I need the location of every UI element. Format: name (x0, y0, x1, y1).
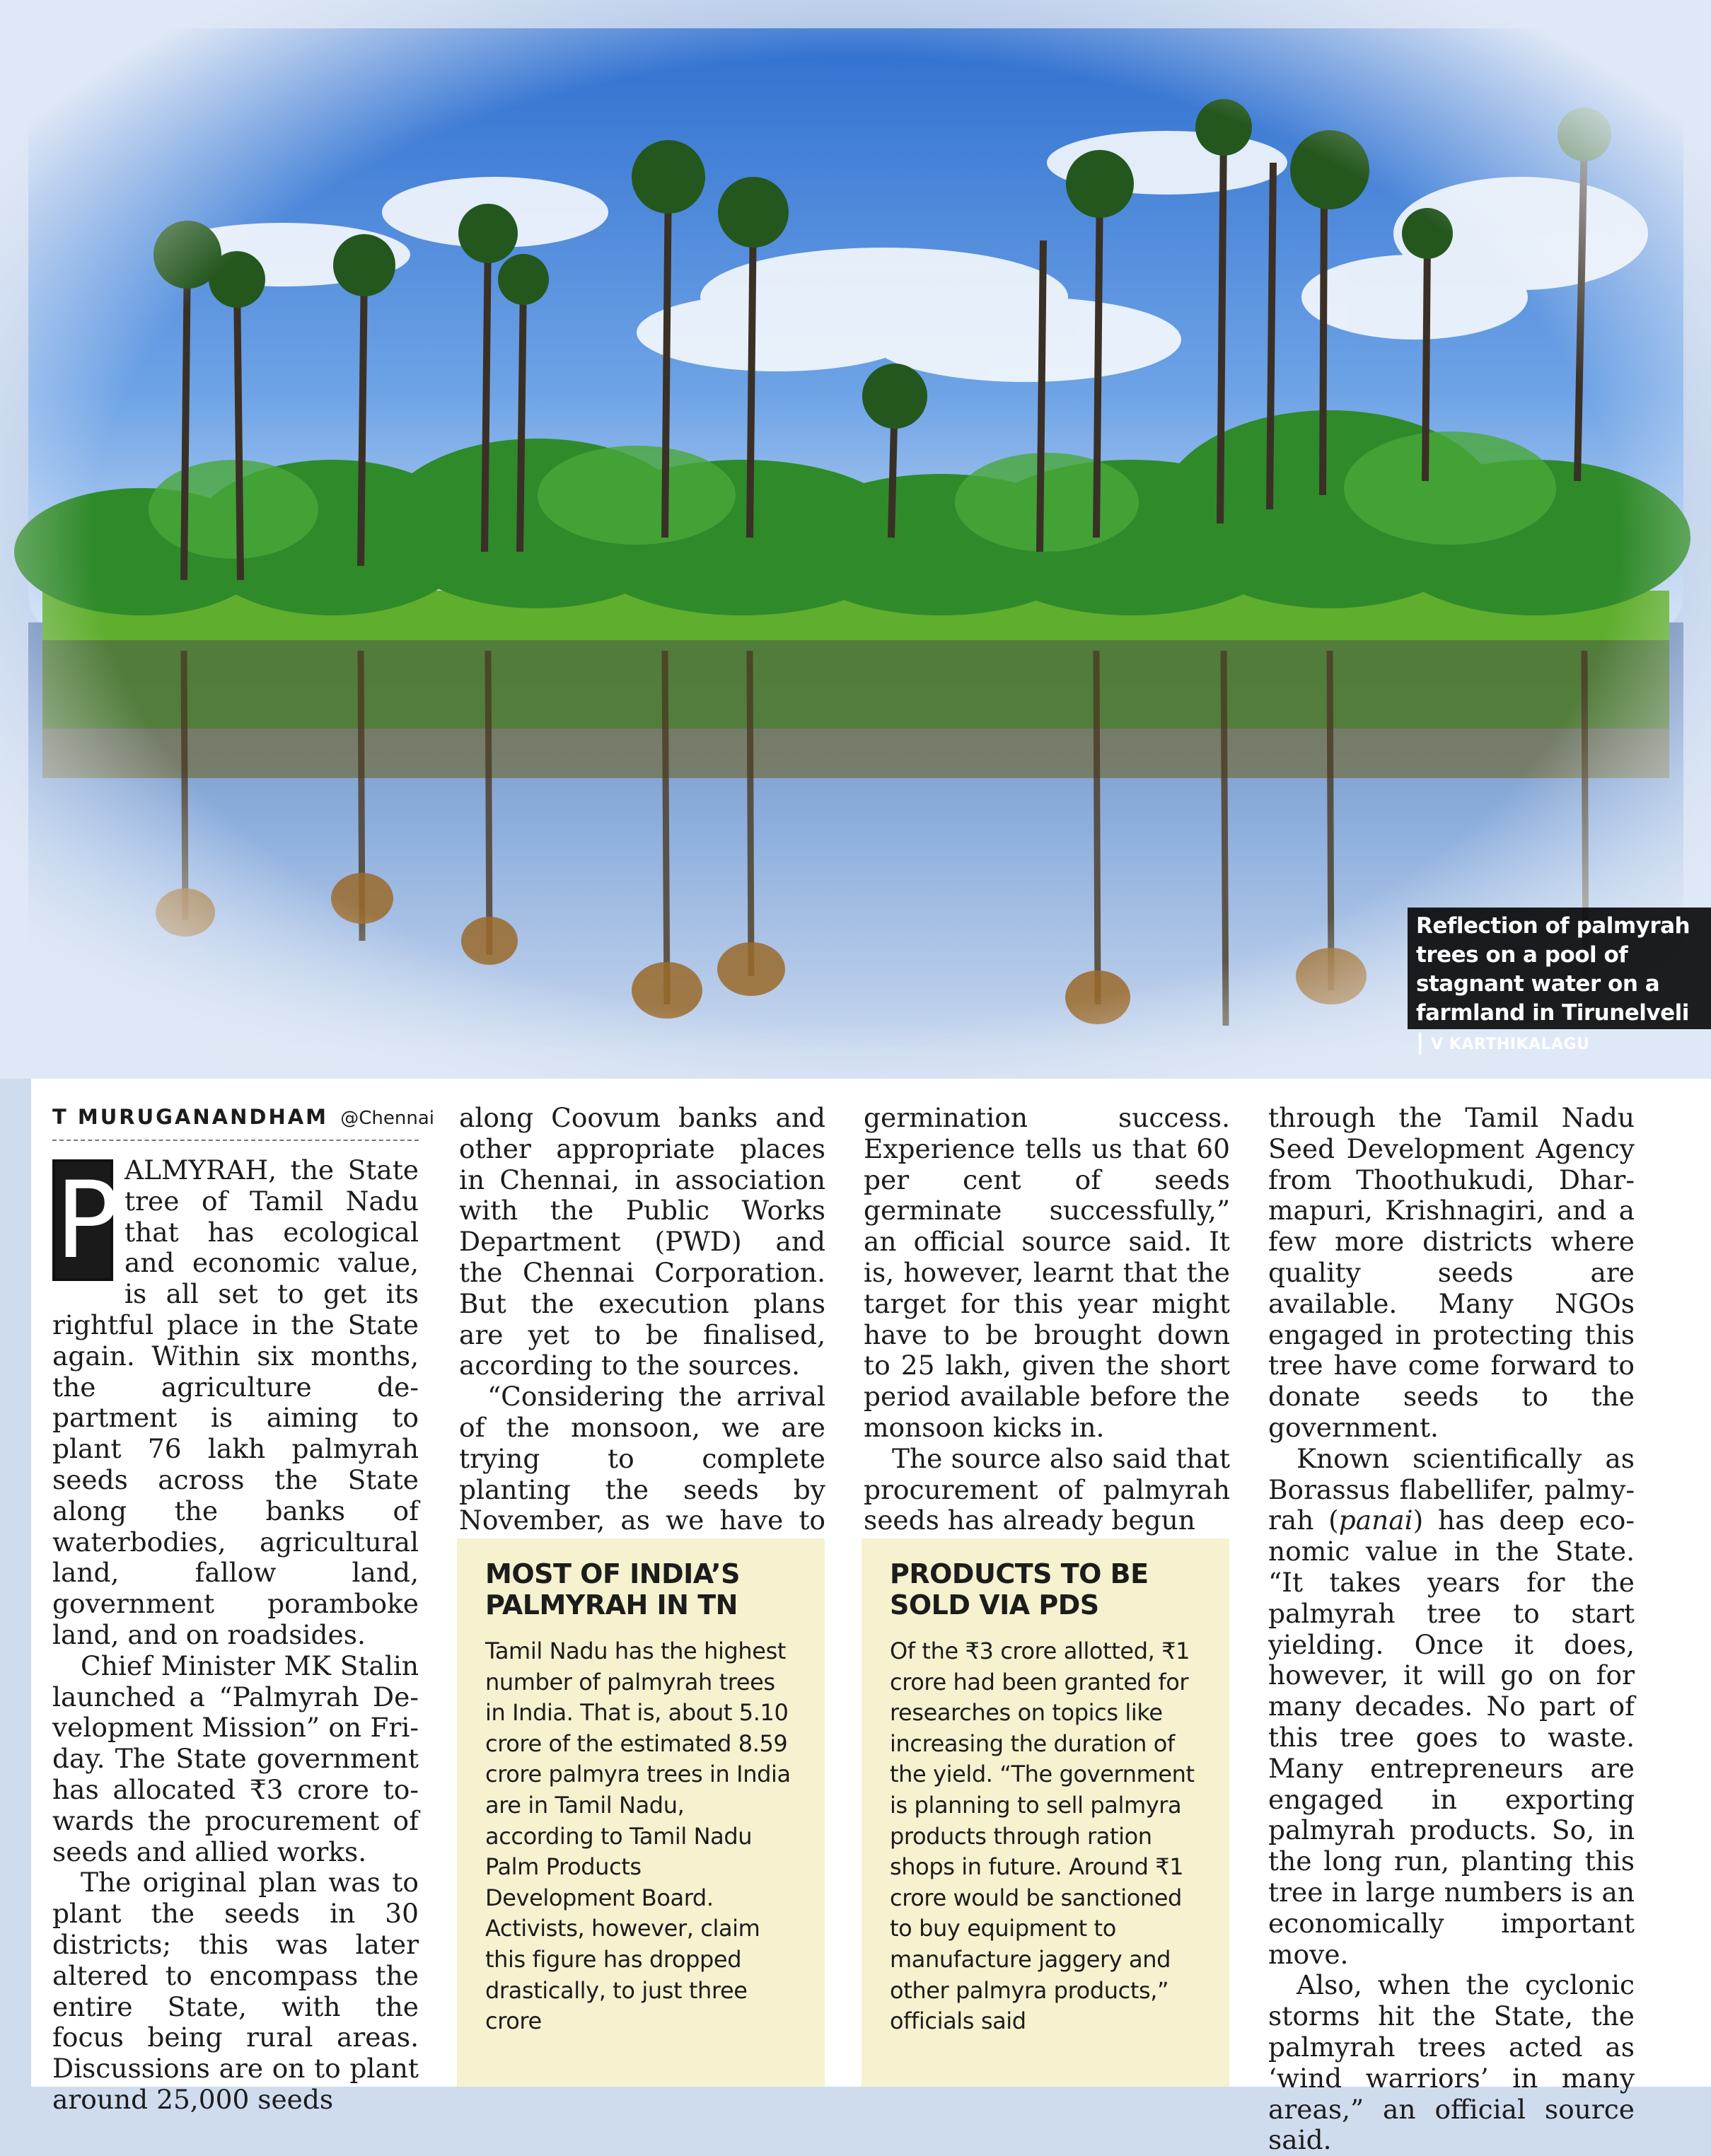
byline-location: @Chennai (340, 1108, 435, 1129)
byline (52, 1103, 435, 1141)
photo-credit: V KARTHIKALAGU (1431, 1036, 1590, 1053)
sidebar-heading: MOST OF INDIA’S PALMYRAH IN TN (485, 1558, 740, 1621)
paragraph-text: Known scientifically as Borassus flabellifer, palmyrah ( (1268, 1442, 1635, 1536)
paragraph: The original plan was to plant the seeds in 30 districts; this was later altered to encompass the entire State, with the focus being rural areas. Discussions are on to plant around 25,000 seeds (52, 1867, 419, 2115)
lede-text: ALMYRAH, the State tree of Tamil Nadu that has ecological and economic value, is all set to get its rightful place in the State again. Within six months, the agriculture department is aiming to plant 76 lakh palmyrah seeds across the State along the banks of waterbodies, agricultural land, fallow land, government poramboke land, and on roadsides. (52, 1154, 419, 1650)
sidebar-body: Of the ₹3 crore allotted, ₹1 crore had been granted for researches on topics like increasing the duration of the yield. “The government is planning to sell palmyra products through ration shops in future. Around ₹1 crore would be sanctioned to buy equipment to manufacture jaggery and other palmyra products,” officials said (890, 1638, 1195, 2035)
paragraph (1268, 1444, 1635, 1971)
paragraph: Chief Minister MK Stalin launched a “Palmyrah Development Mission” on Friday. The State government has allocated ₹3 crore towards the procurement of seeds and allied works. (52, 1650, 419, 1867)
sidebar-box-palmyrah-stats (457, 1538, 825, 2087)
paragraph: “Considering the arrival of the monsoon, we are trying to complete planting the seeds by November, as we have to (459, 1381, 825, 1536)
paragraph: Also, when the cyclonic storms hit the State, the palmyrah trees acted as ‘wind warriors’ in many areas,” an official source said. (1268, 1969, 1635, 2156)
italic-term: panai (1338, 1505, 1413, 1536)
paragraph-text: ) has deep economic value in the State. “It takes years for the palmyrah tree to start yielding. Once it does, however, it will go on for many decades. No part of this tree goes to waste. Many entrepreneurs are engaged in exporting palmyrah products. So, in the long run, planting this tree in large numbers is an economically important move. (1268, 1505, 1635, 1970)
column-4 (1268, 1103, 1635, 2156)
byline-author: T MURUGANANDHAM (52, 1105, 329, 1129)
sidebar-box-pds-products (862, 1538, 1229, 2087)
lede-paragraph (52, 1155, 419, 1651)
paragraph: The source also said that procurement of palmyrah seeds has already begun (864, 1442, 1230, 1536)
drop-cap: P (52, 1159, 113, 1281)
paragraph: germination success. Experience tells us that 60 per cent of seeds germinate successfully,” an official source said. It is, however, learnt that the target for this year might have to be brought down to 25 lakh, given the short period available before the monsoon kicks in. (864, 1102, 1230, 1443)
paragraph: through the Tamil Nadu Seed Development Agency from Thoothukudi, Dharmapuri, Krishnagiri, and a few more districts where quality seeds are available. Many NGOs engaged in protecting this tree have come forward to donate seeds to the government. (1268, 1102, 1635, 1443)
photo-caption (1408, 908, 1711, 1055)
column-1 (52, 1103, 435, 2116)
caption-text: Reflection of palmyrah trees on a pool of stagnant water on a farmland in Tirunelveli | (1416, 913, 1690, 1055)
sidebar-heading: PRODUCTS TO BE SOLD VIA PDS (890, 1558, 1149, 1621)
article-body (31, 1079, 1711, 2156)
paragraph: along Coovum banks and other appropriate places in Chennai, in association with the Public Works Department (PWD) and the Chennai Corporation. But the execution plans are yet to be finalised, according to the sources. (459, 1102, 825, 1381)
column-3 (864, 1103, 1230, 1536)
sidebar-body: Tamil Nadu has the highest number of palmyrah trees in India. That is, about 5.10 crore of the estimated 8.59 crore palmyra trees in India are in Tamil Nadu, according to Tamil Nadu Palm Products Development Board. Activists, however, claim this figure has dropped drastically, to just three crore (485, 1638, 791, 2035)
column-2 (459, 1103, 825, 1567)
